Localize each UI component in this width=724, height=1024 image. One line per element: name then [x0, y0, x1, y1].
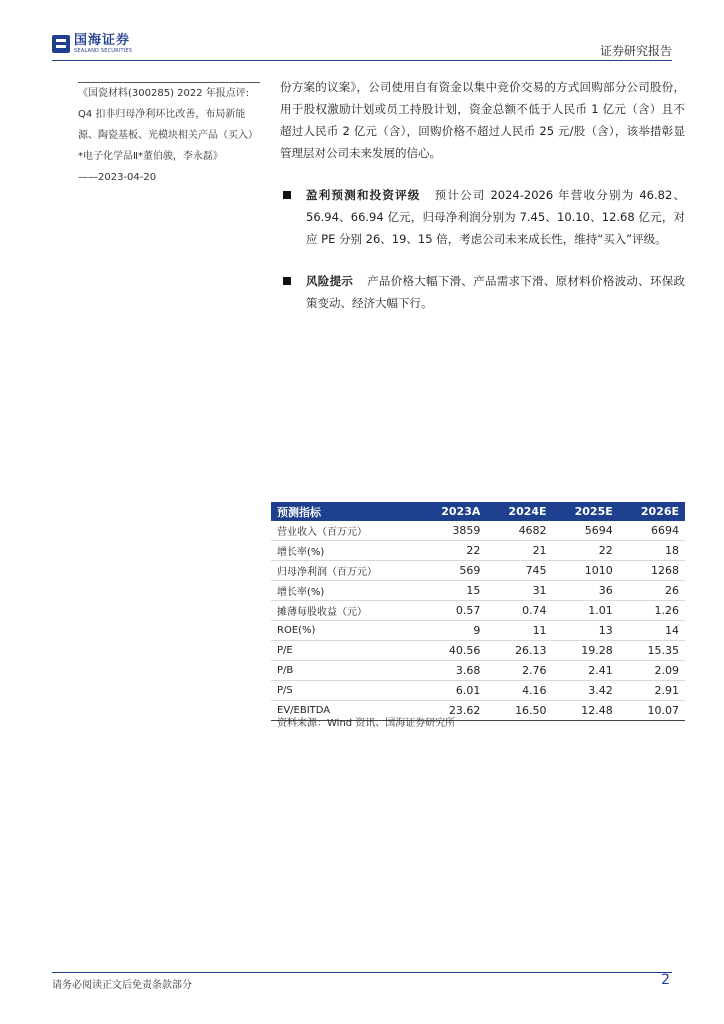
forecast-title: 盈利预测和投资评级 — [306, 188, 421, 202]
page-header — [0, 0, 724, 62]
table-cell: 11 — [486, 621, 552, 641]
table-cell: 23.62 — [419, 701, 487, 721]
table-cell: 569 — [419, 561, 487, 581]
bullet-square-icon — [283, 191, 291, 199]
risk-text: 产品价格大幅下滑、产品需求下滑、原材料价格波动、环保政策变动、经济大幅下行。 — [306, 274, 686, 310]
intro-paragraph: 份方案的议案》，公司使用自有资金以集中竞价交易的方式回购部分公司股份，用于股权激励计划或员工持股计划，资金总额不低于人民币 1 亿元（含）且不超过人民币 2 亿元（含），回购价格不超过人民币 25 元/股（含），该举措彰显管理层对公司未来发展的信心。 — [280, 80, 685, 160]
main-content — [280, 76, 685, 314]
table-cell: 745 — [486, 561, 552, 581]
table-header-cell: 2025E — [553, 502, 619, 521]
table-cell: 3.68 — [419, 661, 487, 681]
table-row-label: 归母净利润（百万元） — [271, 561, 419, 581]
table-source: 资料来源：Wind 资讯、国海证券研究所 — [277, 718, 456, 729]
table-cell: 2.09 — [619, 661, 685, 681]
table-cell: 13 — [553, 621, 619, 641]
table-cell: 12.48 — [553, 701, 619, 721]
table-cell: 21 — [486, 541, 552, 561]
table-cell: 3.42 — [553, 681, 619, 701]
table-cell: 14 — [619, 621, 685, 641]
table-header-cell: 2024E — [486, 502, 552, 521]
risk-title: 风险提示 — [306, 274, 354, 288]
table-cell: 22 — [553, 541, 619, 561]
table-cell: 40.56 — [419, 641, 487, 661]
report-type: 证券研究报告 — [599, 44, 672, 58]
table-cell: 0.57 — [419, 601, 487, 621]
table-row-label: ROE(%) — [271, 621, 419, 641]
table-cell: 9 — [419, 621, 487, 641]
table-cell: 2.91 — [619, 681, 685, 701]
table-cell: 0.74 — [486, 601, 552, 621]
table-row-label: P/E — [271, 641, 419, 661]
table-cell: 15.35 — [619, 641, 685, 661]
bullet-square-icon — [283, 277, 291, 285]
table-row — [271, 561, 685, 581]
table-row-label: EV/EBITDA — [271, 701, 419, 721]
forecast-section — [280, 184, 685, 250]
logo-icon — [52, 35, 70, 53]
related-report-title: 《国瓷材料(300285) 2022 年报点评: Q4 扣非归母净利环比改善，布局新能源、陶瓷基板、光模块相关产品（买入）*电子化学品Ⅱ*董伯骏，李永磊》 — [78, 88, 258, 162]
table-cell: 5694 — [553, 521, 619, 541]
forecast-table — [271, 502, 685, 721]
table-row — [271, 621, 685, 641]
table-row — [271, 521, 685, 541]
table-cell: 6.01 — [419, 681, 487, 701]
table-cell: 1.01 — [553, 601, 619, 621]
page-number: 2 — [661, 972, 670, 988]
table-header-cell: 2026E — [619, 502, 685, 521]
table-cell: 1.26 — [619, 601, 685, 621]
table-cell: 1268 — [619, 561, 685, 581]
table-cell: 3859 — [419, 521, 487, 541]
table-row — [271, 681, 685, 701]
risk-section — [280, 270, 685, 314]
related-report-date: ——2023-04-20 — [78, 172, 157, 183]
table-row-label: P/B — [271, 661, 419, 681]
table-cell: 2.41 — [553, 661, 619, 681]
table-cell: 26.13 — [486, 641, 552, 661]
table-row-label: 摊薄每股收益（元） — [271, 601, 419, 621]
table-row — [271, 661, 685, 681]
table-row-label: 营业收入（百万元） — [271, 521, 419, 541]
logo-name-cn: 国海证券 — [74, 33, 131, 48]
table-row — [271, 541, 685, 561]
table-cell: 2.76 — [486, 661, 552, 681]
forecast-text: 预计公司 2024-2026 年营收分别为 46.82、56.94、66.94 亿元，归母净利润分别为 7.45、10.10、12.68 亿元，对应 PE 分别 26、19、15 倍，考虑公司未来成长性，维持“买入”评级。 — [306, 188, 685, 246]
logo-name-en: SEALAND SECURITIES — [74, 48, 133, 54]
table-cell: 31 — [486, 581, 552, 601]
table-cell: 4.16 — [486, 681, 552, 701]
table-cell: 22 — [419, 541, 487, 561]
table-row-label: 增长率(%) — [271, 541, 419, 561]
table-cell: 15 — [419, 581, 487, 601]
table-row-label: P/S — [271, 681, 419, 701]
table-body — [271, 521, 685, 721]
related-reports — [78, 82, 260, 188]
table-row-label: 增长率(%) — [271, 581, 419, 601]
table-cell: 18 — [619, 541, 685, 561]
table-row — [271, 601, 685, 621]
company-logo — [52, 34, 132, 54]
footer-disclaimer: 请务必阅读正文后免责条款部分 — [52, 980, 192, 991]
table-cell: 26 — [619, 581, 685, 601]
table-cell: 16.50 — [486, 701, 552, 721]
table-cell: 6694 — [619, 521, 685, 541]
table-cell: 4682 — [486, 521, 552, 541]
table-cell: 19.28 — [553, 641, 619, 661]
footer-divider — [52, 972, 672, 973]
table-row — [271, 581, 685, 601]
table-header-cell: 2023A — [419, 502, 487, 521]
table-cell: 1010 — [553, 561, 619, 581]
table-row — [271, 641, 685, 661]
table-cell: 36 — [553, 581, 619, 601]
header-divider — [52, 60, 672, 61]
table-header-row — [271, 502, 685, 521]
table-header-cell: 预测指标 — [271, 502, 419, 521]
table-cell: 10.07 — [619, 701, 685, 721]
